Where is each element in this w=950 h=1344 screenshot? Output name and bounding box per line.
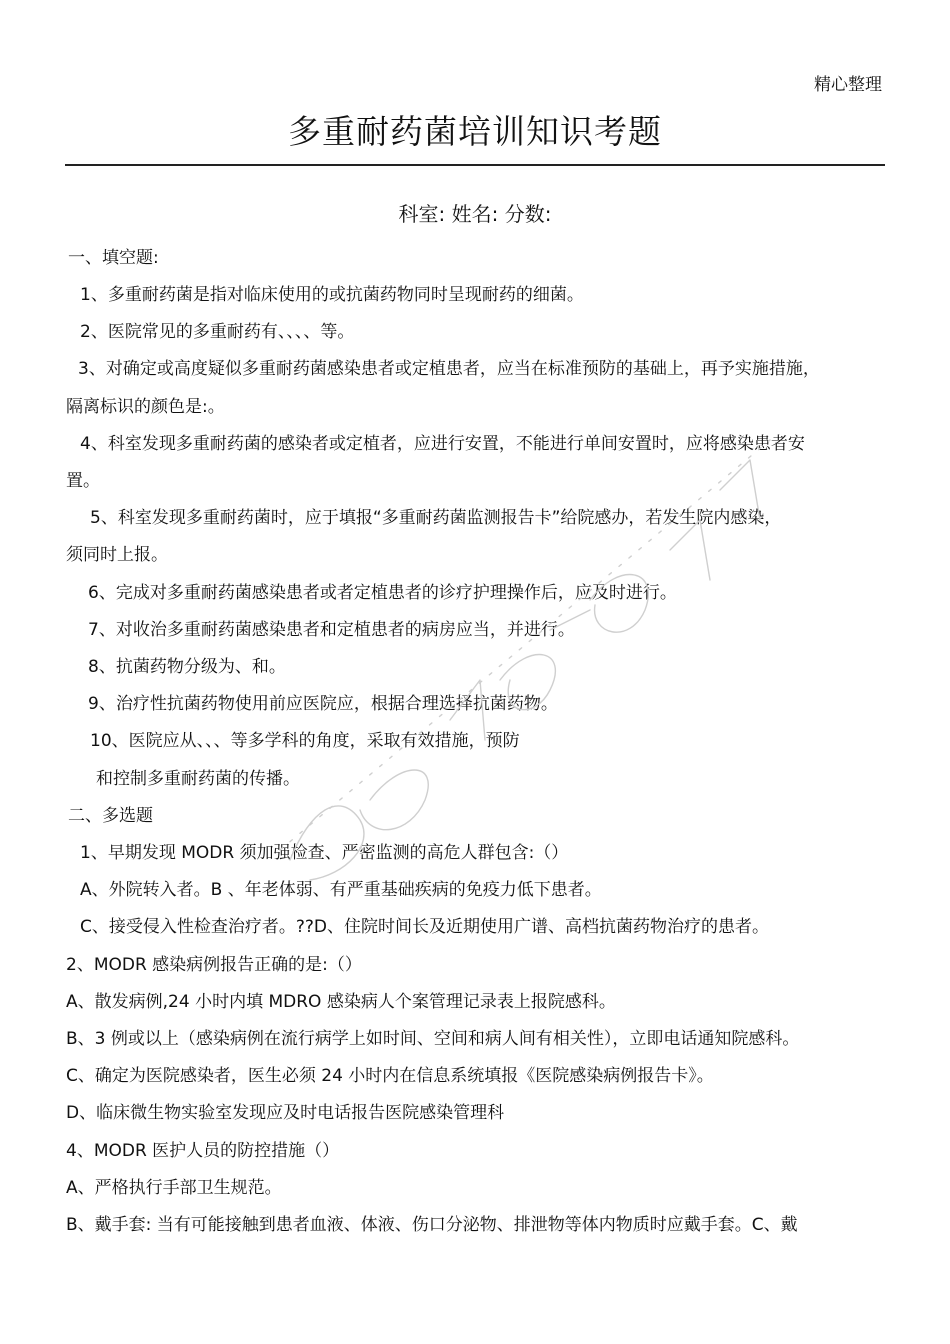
question-line: 1、早期发现 MODR 须加强检查、严密监测的高危人群包含:（） <box>80 843 569 863</box>
watermark-stroke <box>670 520 710 580</box>
option-line: A、严格执行手部卫生规范。 <box>66 1178 282 1198</box>
question-line: 4、MODR 医护人员的防控措施（） <box>66 1141 340 1161</box>
page-title: 多重耐药菌培训知识考题 <box>288 112 662 151</box>
question-line: 5、科室发现多重耐药菌时，应于填报“多重耐药菌监测报告卡”给院感办，若发生院内感染， <box>90 508 782 528</box>
watermark-stroke <box>280 440 770 850</box>
question-line: 置。 <box>66 471 100 491</box>
option-line: C、确定为医院感染者，医生必须 24 小时内在信息系统填报《医院感染病例报告卡》。 <box>66 1066 714 1086</box>
question-line: 须同时上报。 <box>66 545 168 565</box>
title-divider <box>65 164 885 166</box>
corner-note: 精心整理 <box>814 75 882 95</box>
question-line: 隔离标识的颜色是:。 <box>66 397 225 417</box>
section-heading-fill: 一、填空题: <box>68 248 159 268</box>
question-line: 4、科室发现多重耐药菌的感染者或定植者，应进行安置，不能进行单间安置时，应将感染患者安 <box>80 434 805 454</box>
info-line: 科室: 姓名: 分数: <box>398 202 552 226</box>
option-line: D、临床微生物实验室发现应及时电话报告医院感染管理科 <box>66 1103 505 1123</box>
question-line: 8、抗菌药物分级为、和。 <box>88 657 286 677</box>
option-line: A、散发病例,24 小时内填 MDRO 感染病人个案管理记录表上报院感科。 <box>66 992 616 1012</box>
option-line: A、外院转入者。B 、年老体弱、有严重基础疾病的免疫力低下患者。 <box>80 880 602 900</box>
question-line: 7、对收治多重耐药菌感染患者和定植患者的病房应当，并进行。 <box>88 620 575 640</box>
question-line: 10、医院应从、、、等多学科的角度，采取有效措施，预防 <box>90 731 520 751</box>
option-line: B、3 例或以上（感染病例在流行病学上如时间、空间和病人间有相关性），立即电话通知院感科。 <box>66 1029 800 1049</box>
question-line: 3、对确定或高度疑似多重耐药菌感染患者或定植患者，应当在标准预防的基础上，再予实施措施， <box>78 359 820 379</box>
option-line: B、戴手套: 当有可能接触到患者血液、体液、伤口分泌物、排泄物等体内物质时应戴手套。C、戴 <box>66 1215 798 1235</box>
question-line: 2、MODR 感染病例报告正确的是:（） <box>66 955 362 975</box>
question-line: 2、医院常见的多重耐药有、、、、等。 <box>80 322 355 342</box>
watermark-stroke <box>360 770 428 830</box>
question-line: 1、多重耐药菌是指对临床使用的或抗菌药物同时呈现耐药的细菌。 <box>80 285 584 305</box>
option-line: C、接受侵入性检查治疗者。??D、住院时间长及近期使用广谱、高档抗菌药物治疗的患者。 <box>80 917 770 937</box>
section-heading-multi: 二、多选题 <box>68 806 153 826</box>
question-line: 6、完成对多重耐药菌感染患者或者定植患者的诊疗护理操作后，应及时进行。 <box>88 583 677 603</box>
question-line: 和控制多重耐药菌的传播。 <box>96 769 300 789</box>
question-line: 9、治疗性抗菌药物使用前应医院应，根据合理选择抗菌药物。 <box>88 694 558 714</box>
